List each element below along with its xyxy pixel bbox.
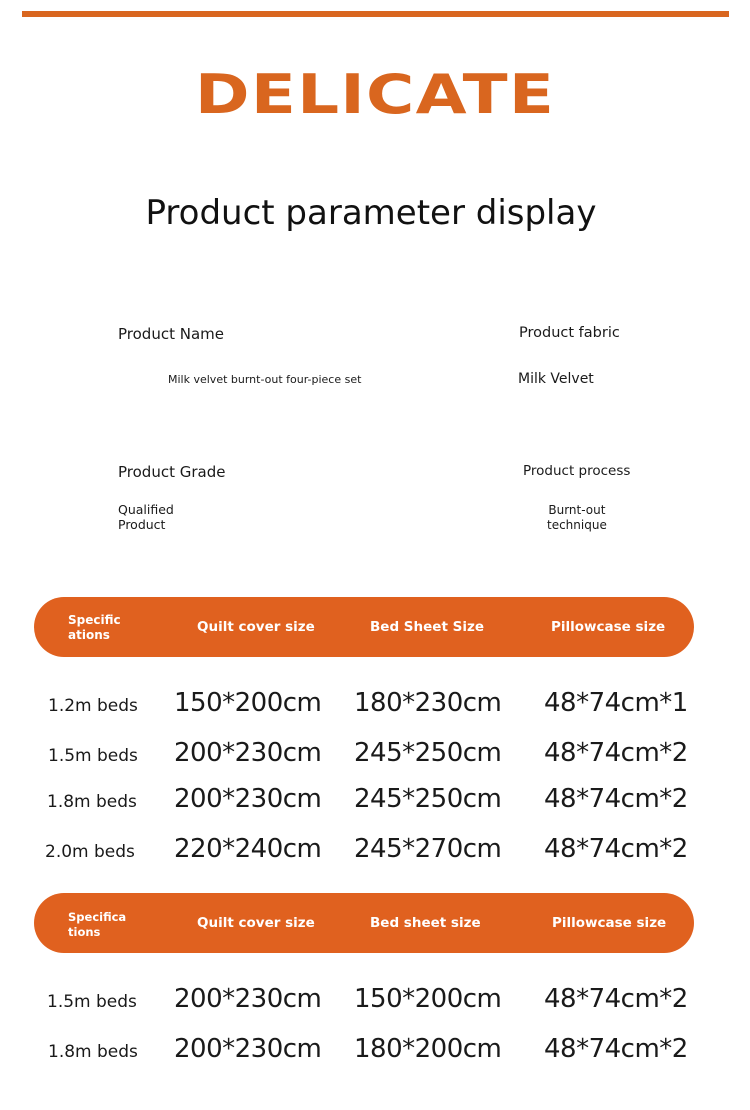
bed-size-cell: 1.5m beds	[47, 992, 137, 1012]
product-process-value-line-2: technique	[547, 518, 607, 532]
header-bed-sheet-size: Bed Sheet Size	[370, 619, 484, 635]
quilt-size-cell: 200*230cm	[174, 1034, 322, 1064]
product-process-value	[547, 503, 607, 533]
sheet-size-cell: 180*230cm	[354, 688, 502, 718]
bed-size-cell: 1.8m beds	[47, 792, 137, 812]
size-table-2-header	[34, 893, 694, 953]
header-pillowcase-size: Pillowcase size	[551, 619, 666, 635]
product-name-value: Milk velvet burnt-out four-piece set	[168, 373, 362, 386]
size-table-1-header	[34, 597, 694, 657]
sheet-size-cell: 245*250cm	[354, 784, 502, 814]
table-row	[0, 780, 750, 824]
product-fabric-label: Product fabric	[519, 325, 620, 341]
sheet-size-cell: 180*200cm	[354, 1034, 502, 1064]
header-spec-line-1: Specific	[68, 613, 121, 627]
header-pillowcase-size: Pillowcase size	[552, 915, 667, 931]
product-grade-value	[118, 502, 174, 532]
pillow-size-cell: 48*74cm*2	[544, 784, 688, 814]
header-specifications	[68, 613, 121, 643]
bed-size-cell: 1.5m beds	[48, 746, 138, 766]
header-bed-sheet-size: Bed sheet size	[370, 915, 481, 931]
pillow-size-cell: 48*74cm*2	[544, 834, 688, 864]
quilt-size-cell: 150*200cm	[174, 688, 322, 718]
quilt-size-cell: 200*230cm	[174, 984, 322, 1014]
quilt-size-cell: 220*240cm	[174, 834, 322, 864]
sheet-size-cell: 150*200cm	[354, 984, 502, 1014]
header-specifications	[68, 910, 126, 940]
bed-size-cell: 1.8m beds	[48, 1042, 138, 1062]
top-divider	[22, 11, 729, 17]
pillow-size-cell: 48*74cm*2	[544, 984, 688, 1014]
table-row	[0, 1030, 750, 1074]
table-row	[0, 734, 750, 778]
pillow-size-cell: 48*74cm*2	[544, 738, 688, 768]
bed-size-cell: 1.2m beds	[48, 696, 138, 716]
pillow-size-cell: 48*74cm*1	[544, 688, 688, 718]
product-fabric-value: Milk Velvet	[518, 371, 594, 387]
header-spec-line-2: ations	[68, 628, 110, 642]
header-quilt-cover-size: Quilt cover size	[197, 619, 315, 635]
header-spec-line-2: tions	[68, 925, 101, 939]
table-row	[0, 830, 750, 874]
brand-title: DELICATE	[194, 63, 556, 126]
product-grade-label: Product Grade	[118, 463, 226, 481]
product-name-label: Product Name	[118, 325, 224, 343]
quilt-size-cell: 200*230cm	[174, 784, 322, 814]
header-spec-line-1: Specifica	[68, 910, 127, 924]
table-row	[0, 684, 750, 728]
product-grade-value-line-1: Qualified	[118, 502, 174, 517]
product-grade-value-line-2: Product	[118, 517, 166, 532]
pillow-size-cell: 48*74cm*2	[544, 1034, 688, 1064]
header-quilt-cover-size: Quilt cover size	[197, 915, 315, 931]
sheet-size-cell: 245*250cm	[354, 738, 502, 768]
quilt-size-cell: 200*230cm	[174, 738, 322, 768]
sheet-size-cell: 245*270cm	[354, 834, 502, 864]
bed-size-cell: 2.0m beds	[45, 842, 135, 862]
product-process-label: Product process	[523, 463, 631, 479]
product-process-value-line-1: Burnt-out	[548, 503, 606, 517]
table-row	[0, 980, 750, 1024]
page-title: Product parameter display	[145, 193, 597, 233]
